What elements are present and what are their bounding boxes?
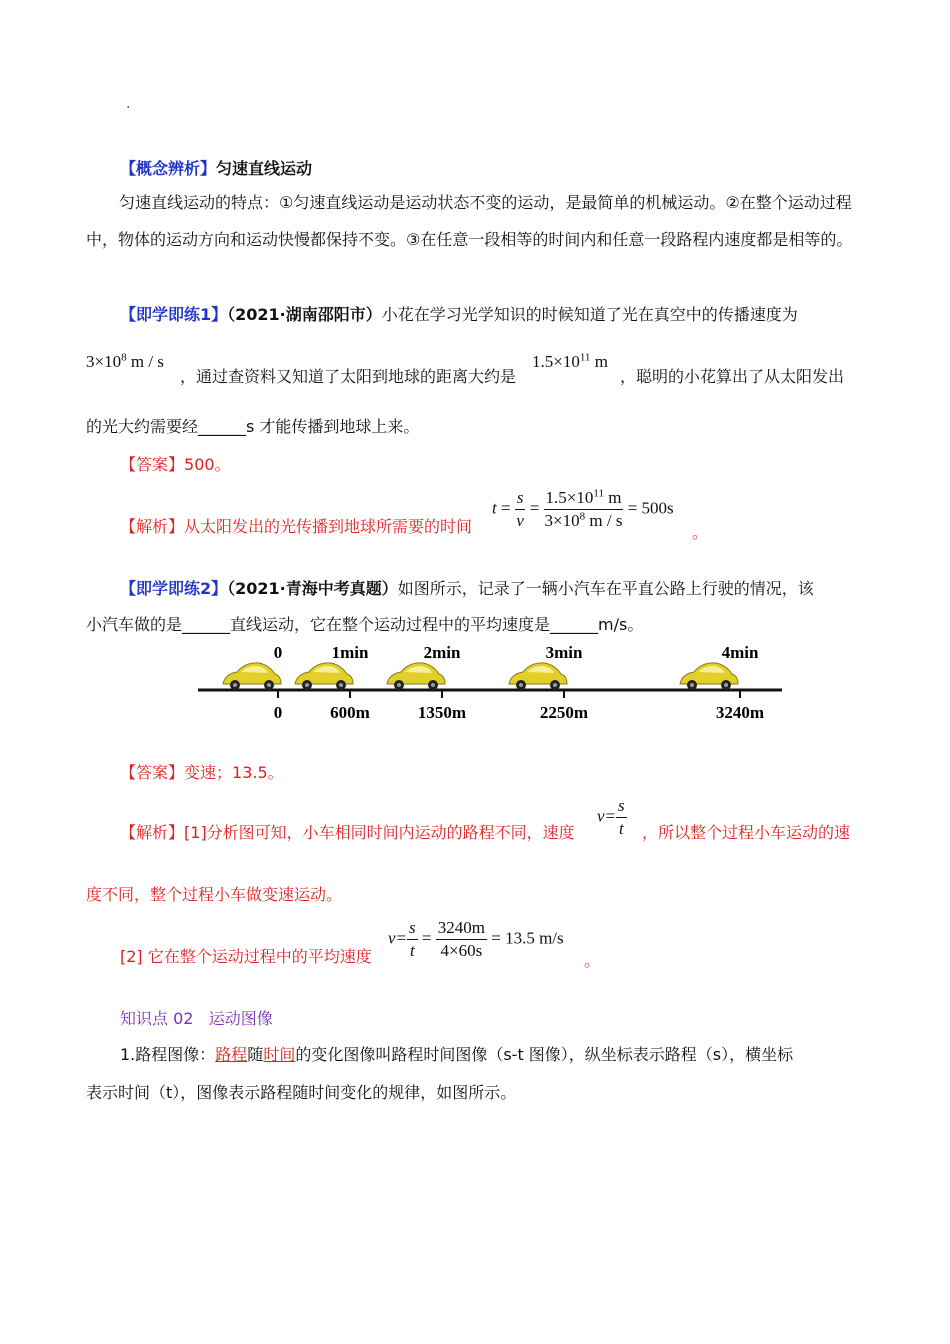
ex1-speed: $3\times 10^8$ m / s bbox=[86, 351, 164, 371]
ex1-line2 bbox=[86, 352, 164, 372]
concept-heading bbox=[120, 156, 312, 179]
time-label: 4min bbox=[721, 643, 759, 662]
distance-label: 2250m bbox=[539, 703, 589, 722]
ex1-end: 。 bbox=[692, 523, 709, 542]
ex1-answer: 【答案】500。 bbox=[120, 455, 231, 474]
kp2-p1: 1.路程图像：路程随时间的变化图像叫路程时间图像（s-t 图像），纵坐标表示路程（s），横坐标 bbox=[120, 1045, 794, 1064]
time-label: 1min bbox=[331, 643, 369, 662]
ex1-tag: 【即学即练1】 bbox=[120, 305, 228, 324]
ex2-tag: 【即学即练2】 bbox=[120, 579, 228, 598]
distance-label: 1350m bbox=[417, 703, 467, 722]
concept-tag: 【概念辨析】 bbox=[120, 159, 217, 178]
ex2-text2: 小汽车做的是______直线运动，它在整个运动过程中的平均速度是______m/s。 bbox=[86, 615, 644, 634]
ex1-line1 bbox=[120, 302, 798, 325]
ex2-analysis1b: ，所以整个过程小车运动的速 bbox=[642, 823, 851, 842]
ex2-source: （2021·青海中考真题） bbox=[227, 579, 398, 598]
ex2-answer: 【答案】变速；13.5。 bbox=[120, 763, 284, 782]
ex1-text3: ，聪明的小花算出了从太阳发出 bbox=[620, 367, 845, 386]
car-icon bbox=[223, 663, 281, 690]
car-icon bbox=[387, 663, 445, 690]
ex1-dist: $1.5\times 10^{11}$ m bbox=[532, 351, 608, 371]
kp2-title: 运动图像 bbox=[208, 1009, 273, 1028]
distance-label: 600m bbox=[330, 703, 370, 722]
road-diagram bbox=[190, 638, 790, 728]
ex1-formula: t = $\frac{s}{v}$ = $\frac{1.5\times 10^{11} m}{3\times 10^8 m / s}$ = 500s bbox=[492, 487, 674, 530]
distance-label: 0 bbox=[273, 703, 283, 722]
distance-label: 3240m bbox=[715, 703, 765, 722]
car-icon bbox=[680, 663, 738, 690]
ex2-analysis2: 度不同，整个过程小车做变速运动。 bbox=[86, 885, 343, 904]
kp2-heading bbox=[120, 1006, 273, 1029]
ex2-text1: 如图所示，记录了一辆小汽车在平直公路上行驶的情况，该 bbox=[397, 579, 814, 598]
ex2-formula2: v= $\frac{s}{t}$ = $\frac{3240m}{4\times 60s}$ = 13.5 m/s bbox=[388, 918, 564, 960]
concept-body: 匀速直线运动的特点：①匀速直线运动是运动状态不变的运动，是最简单的机械运动。②在整个运动过程中，物体的运动方向和运动快慢都保持不变。③在任意一段相等的时间内和任意一段路程内速度都是相等的。 bbox=[86, 193, 853, 249]
ex1-text2: ，通过查资料又知道了太阳到地球的距离大约是 bbox=[180, 367, 517, 386]
kp2-label: 知识点 02 bbox=[120, 1009, 194, 1028]
time-label: 0 bbox=[273, 643, 283, 662]
top-mark: · bbox=[126, 100, 131, 116]
ex2-line1 bbox=[120, 576, 814, 599]
ex1-text1: 小花在学习光学知识的时候知道了光在真空中的传播速度为 bbox=[381, 305, 798, 324]
ex2-formula1: v= $\frac{s}{t}$ bbox=[597, 796, 625, 838]
ex2-end: 。 bbox=[584, 951, 601, 970]
ex1-source: （2021·湖南邵阳市） bbox=[227, 305, 382, 324]
kp2-p2: 表示时间（t），图像表示路程随时间变化的规律，如图所示。 bbox=[86, 1083, 517, 1102]
ex2-analysis3: [2] 它在整个运动过程中的平均速度 bbox=[120, 947, 372, 966]
car-icon bbox=[295, 663, 353, 690]
ex1-text4: 的光大约需要经______s 才能传播到地球上来。 bbox=[86, 417, 420, 436]
time-label: 3min bbox=[545, 643, 583, 662]
car-icon bbox=[509, 663, 567, 690]
time-label: 2min bbox=[423, 643, 461, 662]
ex2-analysis1: 【解析】[1]分析图可知，小车相同时间内运动的路程不同，速度 bbox=[120, 823, 575, 842]
concept-title: 匀速直线运动 bbox=[216, 159, 313, 178]
ex1-analysis: 【解析】从太阳发出的光传播到地球所需要的时间 bbox=[120, 517, 473, 536]
